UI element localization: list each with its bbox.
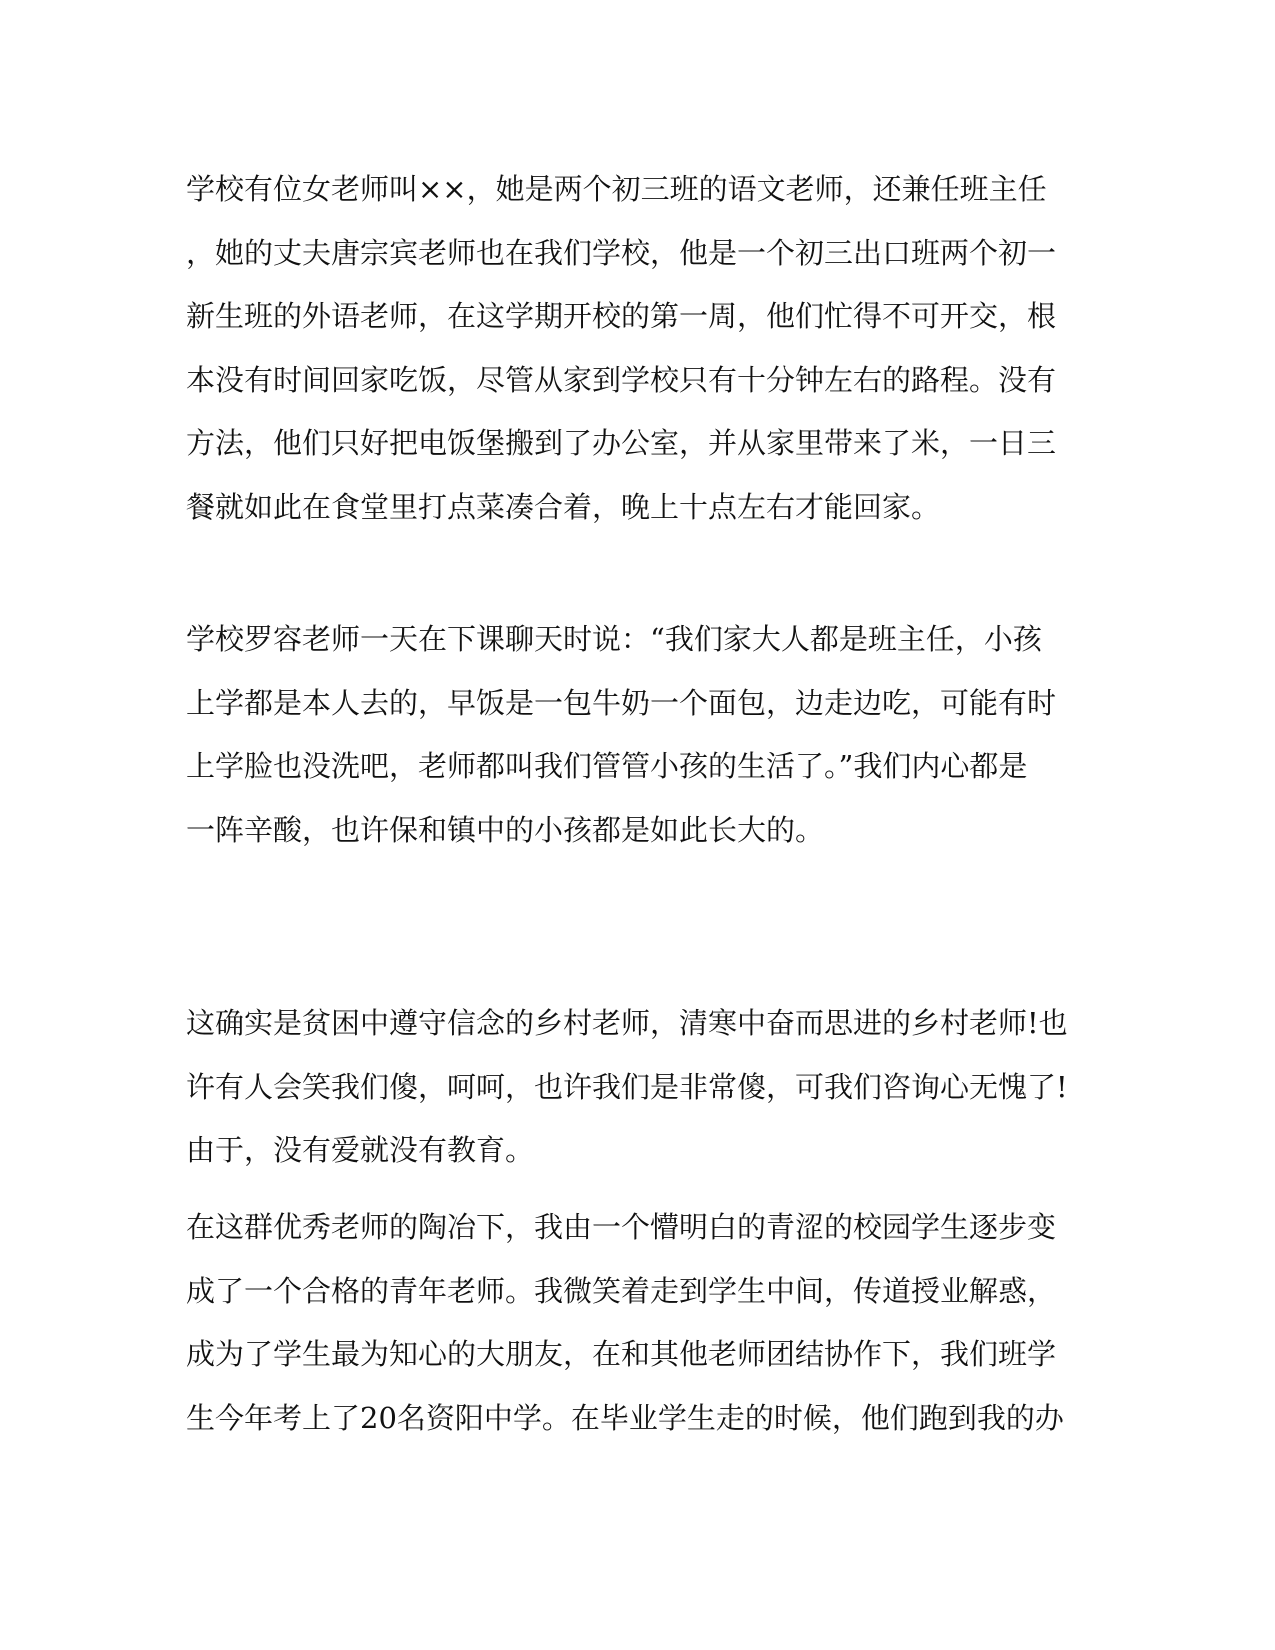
- text-line: 在这群优秀老师的陶冶下，我由一个懵明白的青涩的校园学生逐步变: [186, 1210, 1057, 1244]
- text-line: 学校罗容老师一天在下课聊天时说：“我们家大人都是班主任，小孩: [186, 622, 1042, 656]
- text-line: 本没有时间回家吃饭，尽管从家到学校只有十分钟左右的路程。没有: [186, 362, 1057, 397]
- text-line: 成了一个合格的青年老师。我微笑着走到学生中间，传道授业解惑，: [186, 1273, 1057, 1308]
- text-line: 新生班的外语老师，在这学期开校的第一周，他们忙得不可开交，根: [186, 299, 1057, 333]
- text-line: 由于，没有爱就没有教育。: [186, 1133, 535, 1167]
- text-line: 许有人会笑我们傻，呵呵，也许我们是非常傻，可我们咨询心无愧了!: [186, 1069, 1068, 1104]
- text-line: 生今年考上了20名资阳中学。在毕业学生走的时候，他们跑到我的办: [186, 1400, 1064, 1435]
- paragraph-3: [186, 992, 1086, 1183]
- text-line: 学校有位女老师叫××，她是两个初三班的语文老师，还兼任班主任: [186, 172, 1047, 206]
- text-line: 成为了学生最为知心的大朋友，在和其他老师团结协作下，我们班学: [186, 1337, 1057, 1371]
- text-line: 上学脸也没洗吧，老师都叫我们管管小孩的生活了。”我们内心都是: [186, 749, 1028, 783]
- text-line: ，她的丈夫唐宗宾老师也在我们学校，他是一个初三出口班两个初一: [186, 235, 1057, 270]
- text-line: 餐就如此在食堂里打点菜凑合着，晚上十点左右才能回家。: [186, 489, 941, 524]
- paragraph-2: [186, 608, 1086, 862]
- text-line: 这确实是贫困中遵守信念的乡村老师，清寒中奋而思进的乡村老师!也: [186, 1006, 1068, 1040]
- text-line: 上学都是本人去的，早饭是一包牛奶一个面包，边走边吃，可能有时: [186, 685, 1057, 720]
- paragraph-1: [186, 158, 1086, 539]
- text-line: 方法，他们只好把电饭堡搬到了办公室，并从家里带来了米，一日三: [186, 426, 1057, 460]
- paragraph-4: [186, 1196, 1086, 1450]
- text-line: 一阵辛酸，也许保和镇中的小孩都是如此长大的。: [186, 812, 825, 847]
